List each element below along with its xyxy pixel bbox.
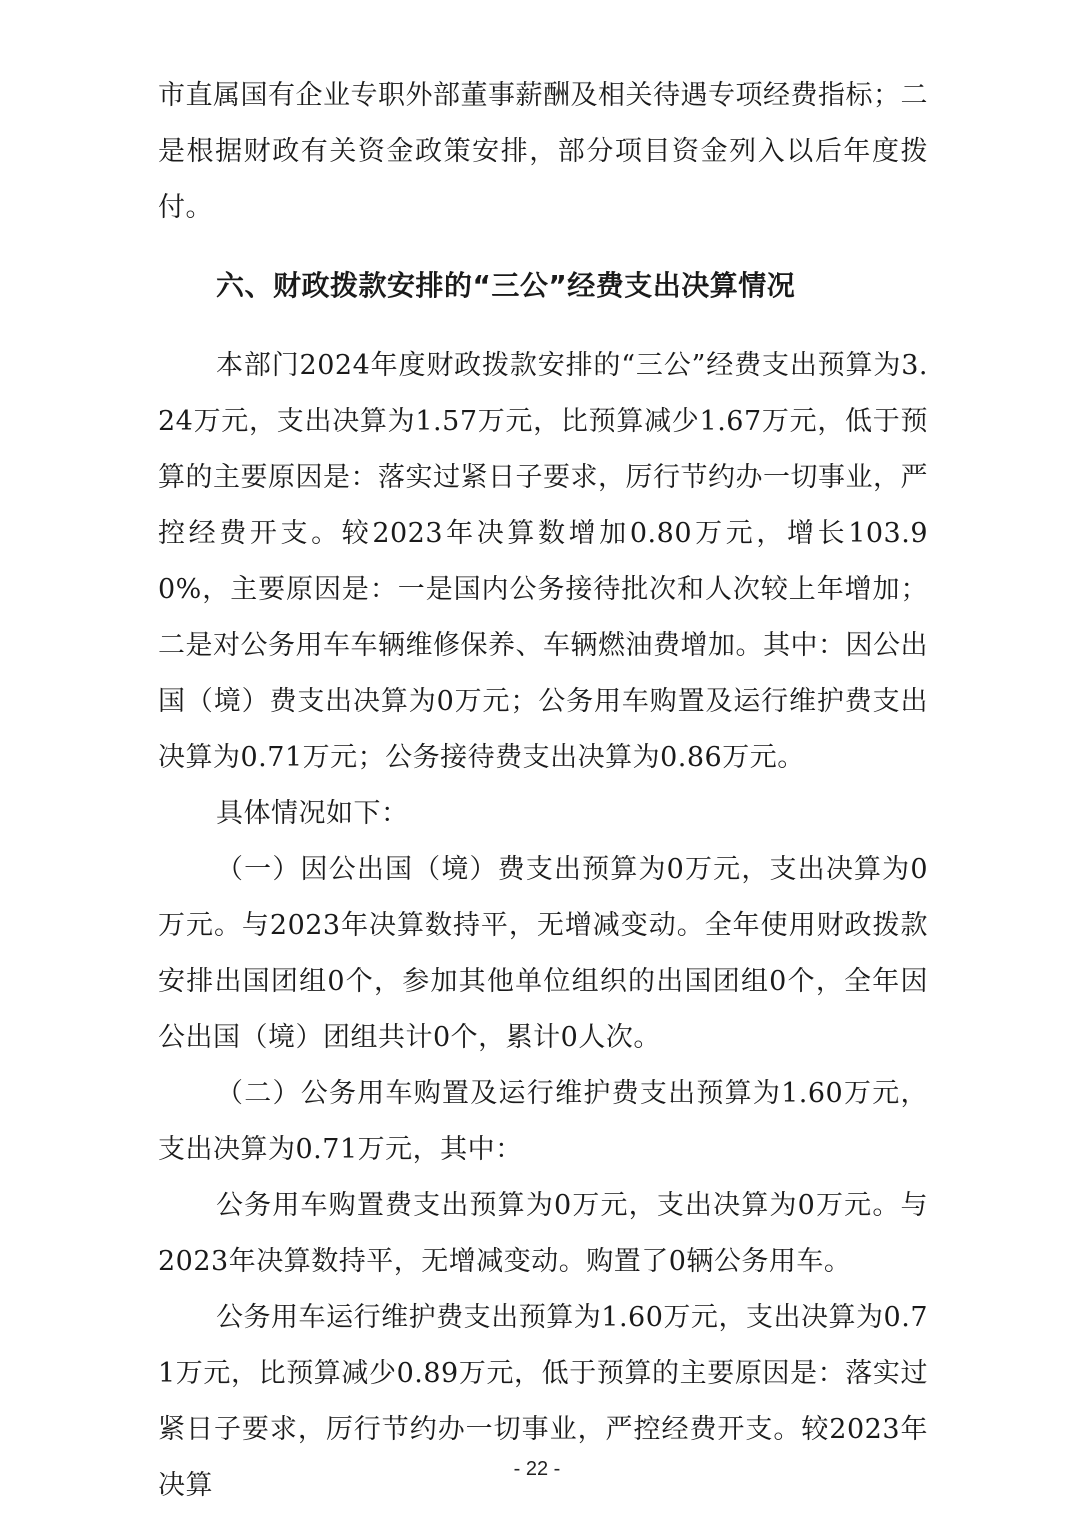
vehicles-paragraph: （二）公务用车购置及运行维护费支出预算为1.60万元，支出决算为0.71万元，其中： [158,1078,928,1165]
vehicle-purchase-paragraph: 公务用车购置费支出预算为0万元，支出决算为0万元。与2023年决算数持平，无增减变动。购置了0辆公务用车。 [158,1190,928,1277]
section-heading: 六、财政拨款安排的“三公”经费支出决算情况 [216,269,796,302]
details-intro-paragraph: 具体情况如下： [216,798,409,829]
overseas-paragraph: （一）因公出国（境）费支出预算为0万元，支出决算为0万元。与2023年决算数持平，无增减变动。全年使用财政拨款安排出国团组0个，参加其他单位组织的出国团组0个，全年因公出国（境）团组共计0个，累计0人次。 [158,854,928,1053]
document-body [158,68,928,1514]
continuation-paragraph: 市直属国有企业专职外部董事薪酬及相关待遇专项经费指标；二是根据财政有关资金政策安排，部分项目资金列入以后年度拨付。 [158,80,928,223]
summary-paragraph: 本部门2024年度财政拨款安排的“三公”经费支出预算为3.24万元，支出决算为1.57万元，比预算减少1.67万元，低于预算的主要原因是：落实过紧日子要求，厉行节约办一切事业，严控经费开支。较2023年决算数增加0.80万元，增长103.90%，主要原因是：一是国内公务接待批次和人次较上年增加；二是对公务用车车辆维修保养、车辆燃油费增加。其中：因公出国（境）费支出决算为0万元；公务用车购置及运行维护费支出决算为0.71万元；公务接待费支出决算为0.86万元。 [158,350,928,773]
vehicle-operation-paragraph: 公务用车运行维护费支出预算为1.60万元，支出决算为0.71万元，比预算减少0.89万元，低于预算的主要原因是：落实过紧日子要求，厉行节约办一切事业，严控经费开支。较2023年决算 [158,1302,928,1501]
page-number: - 22 - [513,1458,561,1480]
